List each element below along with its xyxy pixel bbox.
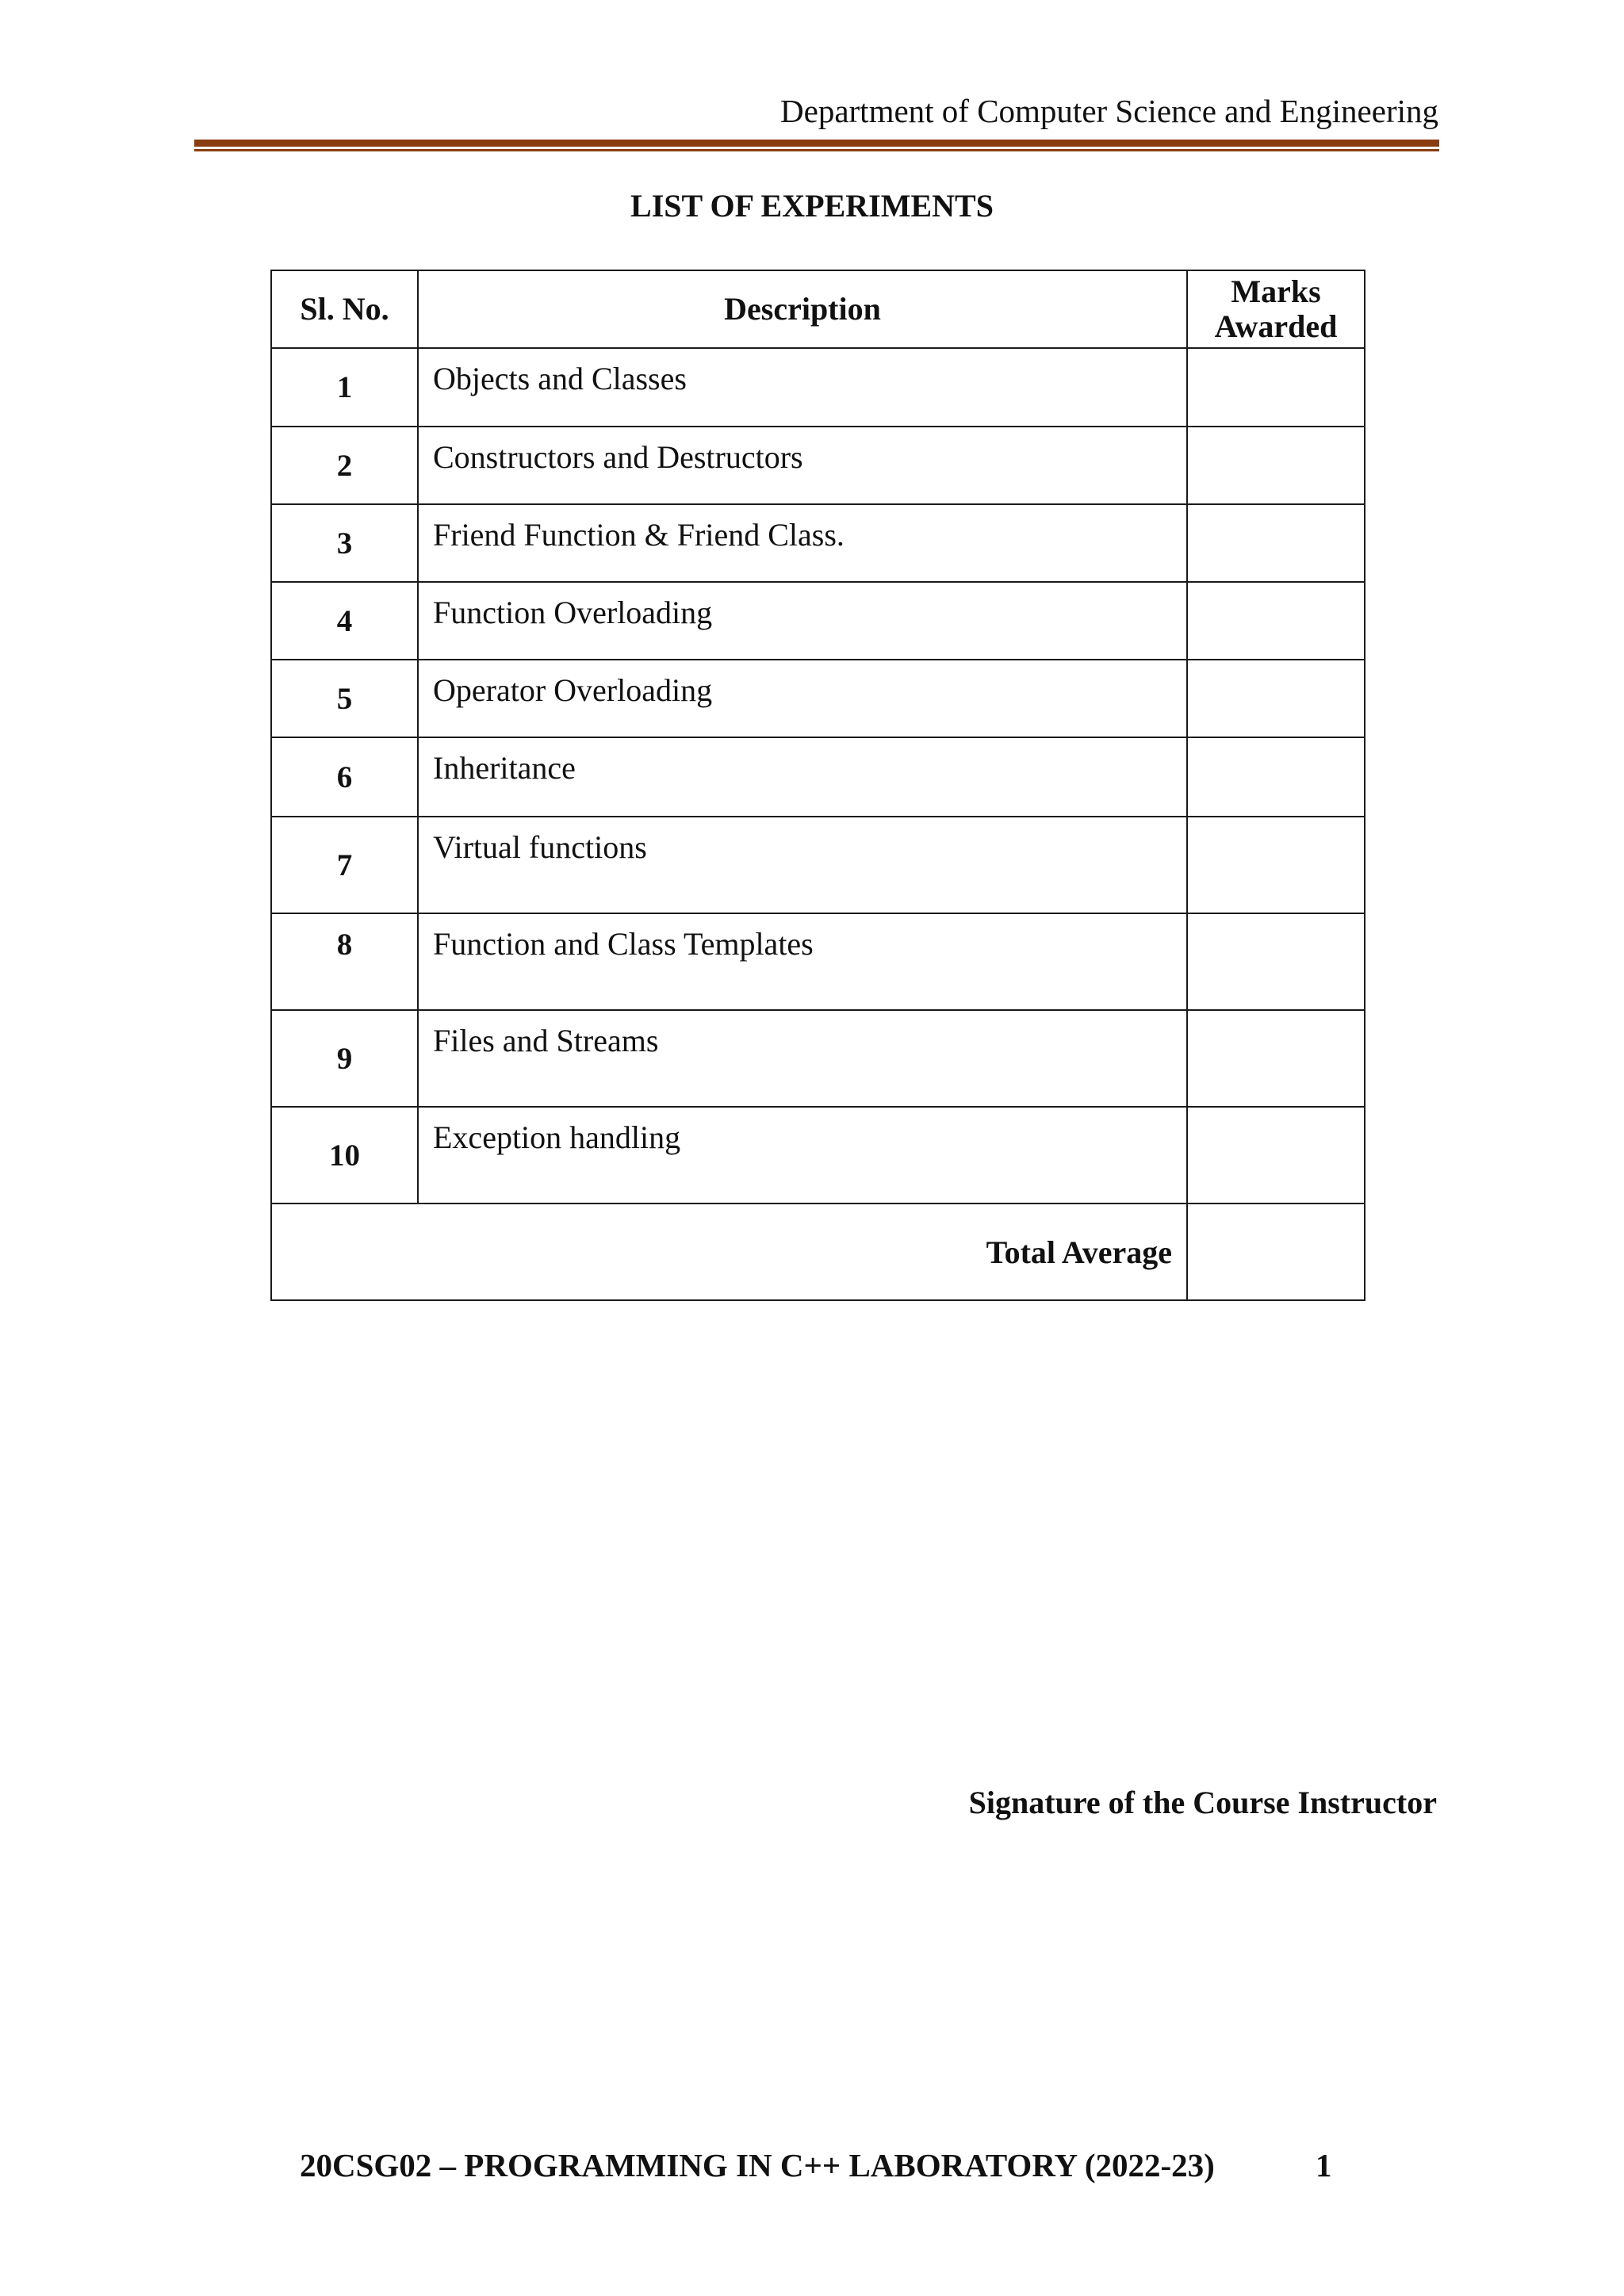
row-description: Files and Streams — [418, 1010, 1187, 1107]
row-description: Inheritance — [418, 737, 1187, 817]
row-description: Function and Class Templates — [418, 913, 1187, 1010]
table-row — [271, 737, 1365, 817]
total-row — [271, 1203, 1365, 1300]
row-number: 1 — [271, 348, 418, 427]
row-marks — [1187, 1107, 1365, 1203]
row-description: Exception handling — [418, 1107, 1187, 1203]
table-row — [271, 1107, 1365, 1203]
row-number: 2 — [271, 427, 418, 504]
row-marks — [1187, 1010, 1365, 1107]
row-number: 9 — [271, 1010, 418, 1107]
row-description: Constructors and Destructors — [418, 427, 1187, 504]
row-marks — [1187, 737, 1365, 817]
table-row — [271, 504, 1365, 582]
table-row — [271, 913, 1365, 1010]
row-marks — [1187, 913, 1365, 1010]
experiments-table — [270, 270, 1365, 1301]
header-sl-no: Sl. No. — [271, 270, 418, 348]
table-header-row — [271, 270, 1365, 348]
header-rule-thin — [194, 149, 1439, 151]
row-number: 10 — [271, 1107, 418, 1203]
row-marks — [1187, 660, 1365, 737]
header-description: Description — [418, 270, 1187, 348]
row-description: Friend Function & Friend Class. — [418, 504, 1187, 582]
table-row — [271, 582, 1365, 660]
header-marks-awarded: Marks Awarded — [1187, 270, 1365, 348]
row-description: Function Overloading — [418, 582, 1187, 660]
row-description: Operator Overloading — [418, 660, 1187, 737]
table-row — [271, 427, 1365, 504]
row-description: Virtual functions — [418, 817, 1187, 913]
header-rule-thick — [194, 140, 1439, 147]
department-header: Department of Computer Science and Engineering — [780, 93, 1438, 129]
table-row — [271, 1010, 1365, 1107]
row-number: 4 — [271, 582, 418, 660]
row-number: 5 — [271, 660, 418, 737]
row-marks — [1187, 582, 1365, 660]
row-description: Objects and Classes — [418, 348, 1187, 427]
table-row — [271, 660, 1365, 737]
footer-course-title: 20CSG02 – PROGRAMMING IN C++ LABORATORY (2022-23) — [300, 2147, 1215, 2183]
total-average-value — [1187, 1203, 1365, 1300]
row-marks — [1187, 817, 1365, 913]
row-marks — [1187, 427, 1365, 504]
row-marks — [1187, 504, 1365, 582]
page-title: LIST OF EXPERIMENTS — [630, 188, 994, 224]
page-number: 1 — [1316, 2147, 1332, 2183]
row-number: 3 — [271, 504, 418, 582]
total-average-label: Total Average — [271, 1203, 1187, 1300]
row-number: 7 — [271, 817, 418, 913]
row-number: 6 — [271, 737, 418, 817]
row-number: 8 — [271, 913, 418, 1010]
table-row — [271, 817, 1365, 913]
row-marks — [1187, 348, 1365, 427]
signature-label: Signature of the Course Instructor — [968, 1785, 1437, 1820]
table-row — [271, 348, 1365, 427]
